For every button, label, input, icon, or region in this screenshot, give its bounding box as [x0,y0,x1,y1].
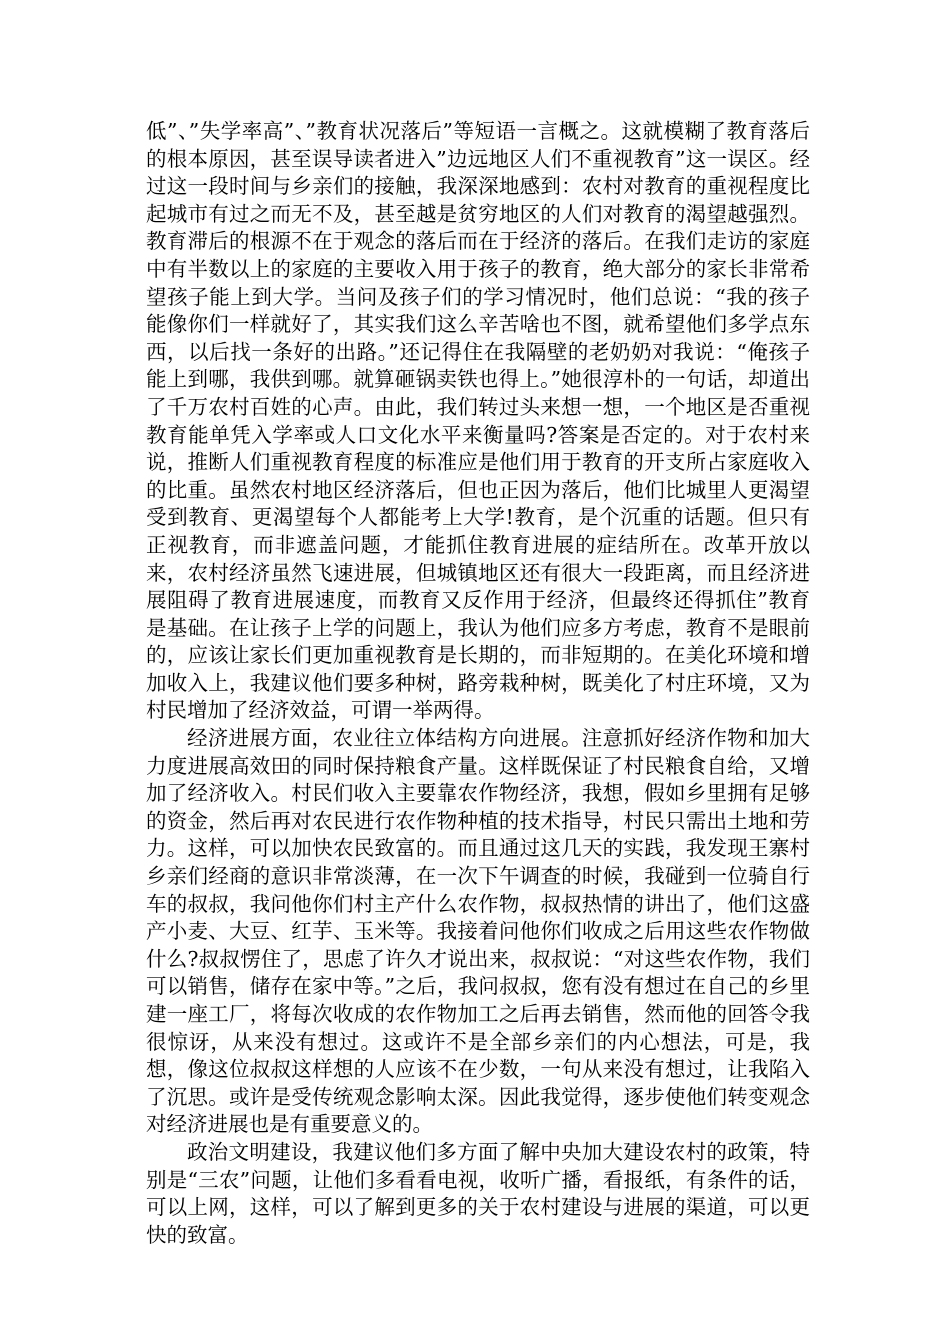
paragraph-economy: 经济进展方面，农业往立体结构方向进展。注意抓好经济作物和加大力度进展高效田的同时保持粮食产量。这样既保证了村民粮食自给，又增加了经济收入。村民们收入主要靠农作物经济，我想，假如乡里拥有足够的资金，然后再对农民进行农作物种植的技术指导，村民只需出土地和劳力。这样，可以加快农民致富的。而且通过这几天的实践，我发现王寨村乡亲们经商的意识非常淡薄，在一次下午调查的时候，我碰到一位骑自行车的叔叔，我问他你们村主产什么农作物，叔叔热情的讲出了，他们这盛产小麦、大豆、红芋、玉米等。我接着问他你们收成之后用这些农作物做什么?叔叔愣住了，思虑了许久才说出来，叔叔说：“对这些农作物，我们可以销售，储存在家中等。”之后，我问叔叔，您有没有想过在自己的乡里建一座工厂，将每次收成的农作物加工之后再去销售，然而他的回答令我很惊讶，从来没有想过。这或许不是全部乡亲们的内心想法，可是，我想，像这位叔叔这样想的人应该不在少数，一句从来没有想过，让我陷入了沉思。或许是受传统观念影响太深。因此我觉得，逐步使他们转变观念对经济进展也是有重要意义的。 [146,726,810,1137]
paragraph-education: 低”、”失学率高”、”教育状况落后”等短语一言概之。这就模糊了教育落后的根本原因，甚至误导读者进入”边远地区人们不重视教育”这一误区。经过这一段时间与乡亲们的接触，我深深地感到：农村对教育的重视程度比起城市有过之而无不及，甚至越是贫穷地区的人们对教育的渴望越强烈。教育滞后的根源不在于观念的落后而在于经济的落后。在我们走访的家庭中有半数以上的家庭的主要收入用于孩子的教育，绝大部分的家长非常希望孩子能上到大学。当问及孩子们的学习情况时，他们总说：“我的孩子能像你们一样就好了，其实我们这么辛苦啥也不图，就希望他们多学点东西，以后找一条好的出路。”还记得住在我隔壁的老奶奶对我说：“俺孩子能上到哪，我供到哪。就算砸锅卖铁也得上。”她很淳朴的一句话，却道出了千万农村百姓的心声。由此，我们转过头来想一想，一个地区是否重视教育能单凭入学率或人口文化水平来衡量吗?答案是否定的。对于农村来说，推断人们重视教育程度的标准应是他们用于教育的开支所占家庭收入的比重。虽然农村地区经济落后，但也正因为落后，他们比城里人更渴望受到教育、更渴望每个人都能考上大学!教育，是个沉重的话题。但只有正视教育，而非遮盖问题，才能抓住教育进展的症结所在。改革开放以来，农村经济虽然飞速进展，但城镇地区还有很大一段距离，而且经济进展阻碍了教育进展速度，而教育又反作用于经济，但最终还得抓住”教育是基础。在让孩子上学的问题上，我认为他们应多方考虑，教育不是眼前的，应该让家长们更加重视教育是长期的，而非短期的。在美化环境和增加收入上，我建议他们要多种树，路旁栽种树，既美化了村庄环境，又为村民增加了经济效益，可谓一举两得。 [146,119,810,723]
document-page [146,118,810,1249]
paragraph-politics: 政治文明建设，我建议他们多方面了解中央加大建设农村的政策，特别是“三农”问题，让他们多看看电视，收听广播，看报纸，有条件的话，可以上网，这样，可以了解到更多的关于农村建设与进展的渠道，可以更快的致富。 [146,1139,810,1247]
